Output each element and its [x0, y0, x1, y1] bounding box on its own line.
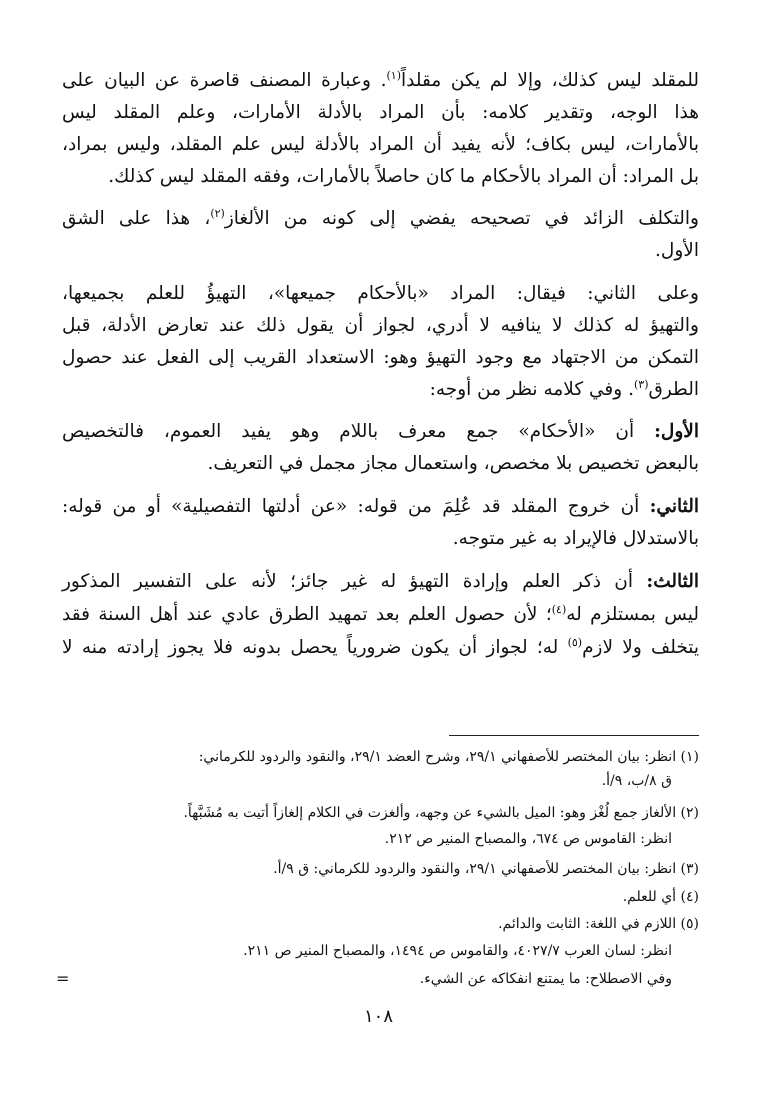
footnote-line-4: انظر: القاموس ص ٦٧٤، والمصباح المنير ص ٢١٢.	[384, 831, 672, 847]
footnote-line-1: (١) انظر: بيان المختصر للأصفهاني ٢٩/١، وشرح العضد ٢٩/١، والنقود والردود للكرماني:	[198, 749, 699, 765]
body-line-2: هذا الوجه، وتقدير كلامه: بأن المراد بالأدلة الأمارات، وعلم المقلد ليس	[62, 102, 699, 123]
point-heading-third: الثالث:	[646, 571, 699, 592]
footnote-ref-3[interactable]: (٣)	[633, 377, 649, 391]
body-line-12: بالبعض تخصيص بلا مخصص، واستعمال مجاز مجمل في التعريف.	[207, 453, 699, 474]
footnote-line-2: ق ٨/ب، ٩/أ.	[601, 773, 672, 789]
body-line-10: الطرق$^{(٣)}$. وفي كلامه نظر من أوجه:	[429, 377, 699, 400]
footnote-ref-1[interactable]: (١)	[386, 68, 401, 82]
footnote-ref-2[interactable]: (٢)	[210, 206, 225, 220]
body-line-5: والتكلف الزائد في تصحيحه يفضي إلى كونه من الألغاز$^{(٢)}$، هذا على الشق	[62, 206, 699, 229]
footnote-line-8: انظر: لسان العرب ٤٠٢٧/٧، والقاموس ص ١٤٩٤، والمصباح المنير ص ٢١١.	[243, 943, 672, 959]
body-line-9: التمكن من الاجتهاد مع وجود التهيؤ وهو: الاستعداد القريب إلى الفعل عند حصول	[62, 347, 699, 368]
body-line-6: الأول.	[655, 240, 699, 261]
footnote-line-6: (٤) أي للعلم.	[622, 889, 699, 905]
footnote-line-7: (٥) اللازم في اللغة: الثابت والدائم.	[498, 916, 699, 932]
body-line-13: الثاني: أن خروج المقلد قد عُلِمَ من قوله: «عن أدلتها التفصيلية» أو من قوله:	[62, 496, 699, 517]
body-line-16: ليس بمستلزم له$^{(٤)}$؛ لأن حصول العلم بعد تمهيد الطرق عادي عند أهل السنة فقد	[62, 602, 700, 625]
footnote-line-5: (٣) انظر: بيان المختصر للأصفهاني ٢٩/١، والنقود والردود للكرماني: ق ٩/أ.	[273, 861, 699, 877]
body-line-1: للمقلد ليس كذلك، وإلا لم يكن مقلداً$^{(١)}$. وعبارة المصنف قاصرة عن البيان على	[62, 68, 699, 91]
footnote-divider	[449, 735, 699, 736]
page-number: ١٠٨	[363, 1006, 393, 1027]
body-line-3: بالأمارات، ليس بكاف؛ لأنه يفيد أن المراد بالأدلة ليس علم المقلد، وليس بمراد،	[62, 134, 699, 155]
point-heading-second: الثاني:	[649, 496, 699, 517]
body-line-8: والتهيؤ له كذلك لا ينافيه لا أدري، لجواز أن يقول ذلك عند تعارض الأدلة، قبل	[62, 315, 699, 336]
footnote-line-9: وفي الاصطلاح: ما يمتنع انفكاكه عن الشيء.	[419, 971, 672, 987]
body-line-7: وعلى الثاني: فيقال: المراد «بالأحكام جميعها»، التهيؤُ للعلم بجميعها،	[62, 283, 699, 304]
body-line-17: يتخلف ولا لازم$^{(٥)}$ له؛ لجواز أن يكون ضرورياً يحصل بدونه فلا يجوز إرادته منه لا	[62, 635, 699, 658]
point-heading-first: الأول:	[654, 421, 699, 442]
footnote-ref-5[interactable]: (٥)	[567, 635, 583, 649]
body-line-4: بل المراد: أن المراد بالأحكام ما كان حاصلاً بالأمارات، وفقه المقلد ليس كذلك.	[108, 166, 699, 187]
footnote-line-3: (٢) الألغاز جمع لُغْز وهو: الميل بالشيء عن وجهه، وألغزت في الكلام إلغازاً أتيت به مُشَبَّهاً.	[183, 805, 699, 821]
body-line-11: الأول: أن «الأحكام» جمع معرف باللام وهو يفيد العموم، فالتخصيص	[62, 421, 699, 442]
body-line-14: بالاستدلال فالإيراد به غير متوجه.	[452, 528, 699, 549]
body-line-15: الثالث: أن ذكر العلم وإرادة التهيؤ له غير جائز؛ لأنه على التفسير المذكور	[62, 571, 699, 592]
continuation-mark: =	[56, 969, 70, 988]
footnote-ref-4[interactable]: (٤)	[551, 602, 567, 616]
